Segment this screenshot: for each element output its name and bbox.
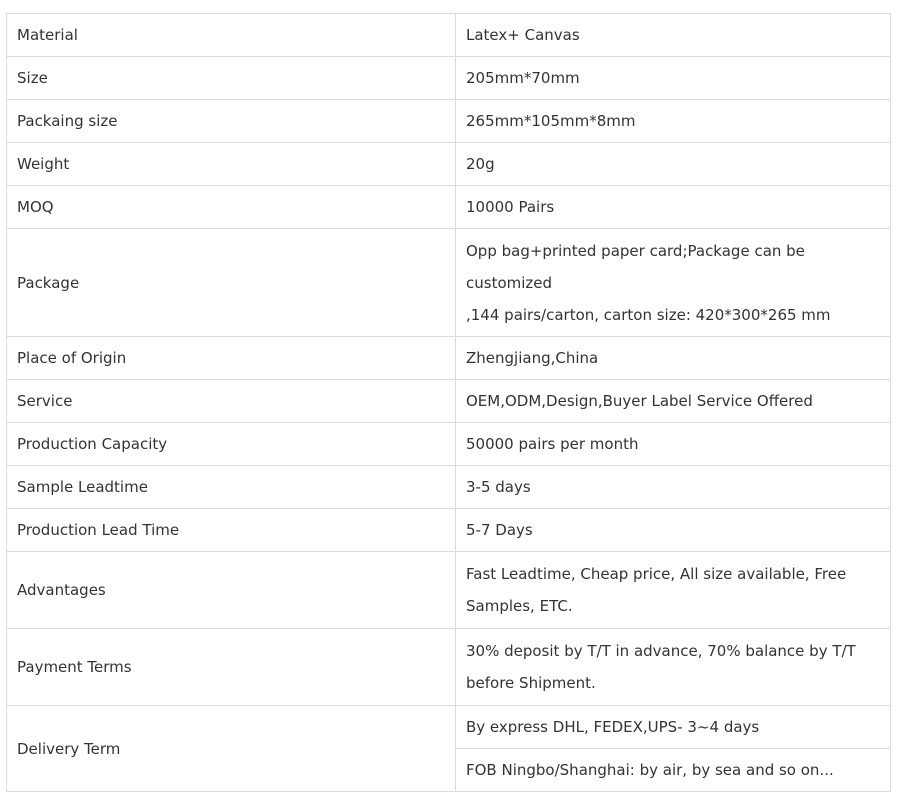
- table-row: [7, 14, 891, 57]
- spec-value-moq: 10000 Pairs: [456, 186, 891, 229]
- table-row: [7, 466, 891, 509]
- table-row: [7, 706, 891, 749]
- spec-value-delivery-fob: FOB Ningbo/Shanghai: by air, by sea and so on...: [456, 749, 891, 792]
- spec-value-delivery-express: By express DHL, FEDEX,UPS- 3~4 days: [456, 706, 891, 749]
- spec-value-place-of-origin: Zhengjiang,China: [456, 337, 891, 380]
- table-row: [7, 337, 891, 380]
- spec-value-packaging-size: 265mm*105mm*8mm: [456, 100, 891, 143]
- table-row: [7, 552, 891, 629]
- spec-value-advantages: Fast Leadtime, Cheap price, All size available, Free Samples, ETC.: [456, 552, 891, 629]
- table-row: [7, 57, 891, 100]
- spec-label-place-of-origin: Place of Origin: [7, 337, 456, 380]
- spec-label-advantages: Advantages: [7, 552, 456, 629]
- spec-label-production-lead-time: Production Lead Time: [7, 509, 456, 552]
- spec-value-production-capacity: 50000 pairs per month: [456, 423, 891, 466]
- spec-value-service: OEM,ODM,Design,Buyer Label Service Offered: [456, 380, 891, 423]
- package-line-1: Opp bag+printed paper card;Package can be customized: [466, 241, 805, 292]
- spec-value-size: 205mm*70mm: [456, 57, 891, 100]
- spec-label-size: Size: [7, 57, 456, 100]
- spec-label-delivery-term: Delivery Term: [7, 706, 456, 792]
- table-row: [7, 423, 891, 466]
- product-spec-table: [6, 13, 891, 792]
- spec-label-moq: MOQ: [7, 186, 456, 229]
- spec-label-payment-terms: Payment Terms: [7, 629, 456, 706]
- table-row: [7, 380, 891, 423]
- package-line-2: ,144 pairs/carton, carton size: 420*300*265 mm: [466, 305, 831, 324]
- spec-value-production-lead-time: 5-7 Days: [456, 509, 891, 552]
- table-row: [7, 186, 891, 229]
- spec-label-packaging-size: Packaing size: [7, 100, 456, 143]
- spec-label-weight: Weight: [7, 143, 456, 186]
- table-row: [7, 143, 891, 186]
- spec-value-package: [456, 229, 891, 337]
- table-row: [7, 100, 891, 143]
- spec-label-package: Package: [7, 229, 456, 337]
- spec-label-production-capacity: Production Capacity: [7, 423, 456, 466]
- spec-value-weight: 20g: [456, 143, 891, 186]
- spec-value-material: Latex+ Canvas: [456, 14, 891, 57]
- table-row: [7, 509, 891, 552]
- table-row: [7, 229, 891, 337]
- spec-label-service: Service: [7, 380, 456, 423]
- spec-value-payment-terms: 30% deposit by T/T in advance, 70% balance by T/T before Shipment.: [456, 629, 891, 706]
- spec-value-sample-leadtime: 3-5 days: [456, 466, 891, 509]
- spec-label-material: Material: [7, 14, 456, 57]
- table-row: [7, 629, 891, 706]
- spec-label-sample-leadtime: Sample Leadtime: [7, 466, 456, 509]
